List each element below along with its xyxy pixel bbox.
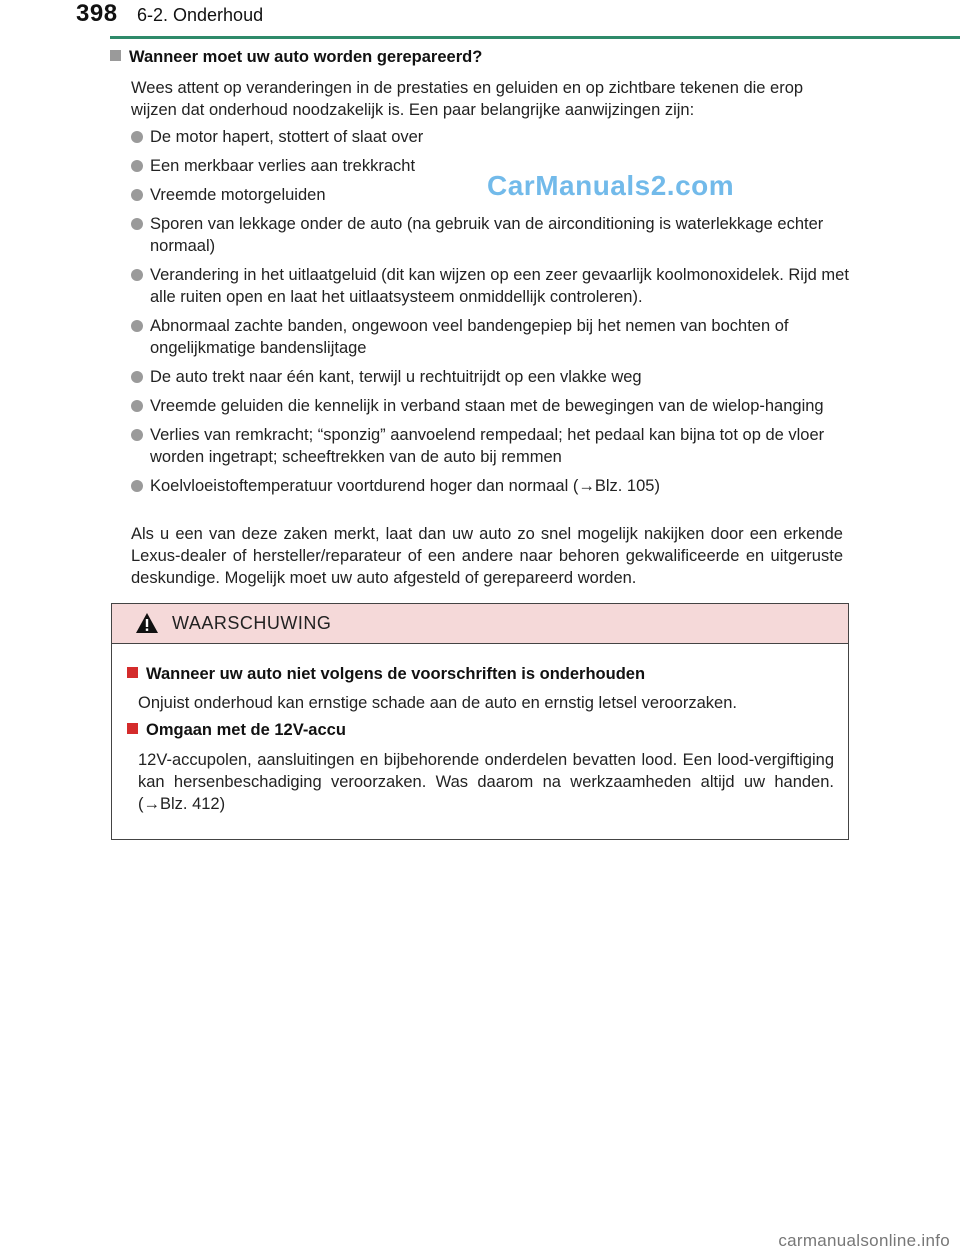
square-bullet-icon — [127, 667, 138, 678]
warning-item-text: Onjuist onderhoud kan ernstige schade aan de auto en ernstig letsel veroorzaken. — [138, 694, 737, 712]
list-item-text: Abnormaal zachte banden, ongewoon veel bandengepiep bij het nemen van bochten of ongelijkmatige bandenslijtage — [150, 317, 789, 357]
list-item-text: Verlies van remkracht; “sponzig” aanvoelend rempedaal; het pedaal kan bijna tot op de vloer worden ingetrapt; scheeftrekken van de auto bij remmen — [150, 426, 825, 466]
bullet-dot-icon — [131, 218, 143, 230]
list-item — [131, 213, 851, 257]
square-bullet-icon — [127, 723, 138, 734]
section-heading — [110, 48, 482, 67]
bullet-dot-icon — [131, 480, 143, 492]
list-item-text: Sporen van lekkage onder de auto (na gebruik van de airconditioning is waterlekkage echter normaal) — [150, 215, 824, 255]
warning-triangle-icon — [135, 612, 159, 634]
section-heading-text: Wanneer moet uw auto worden gerepareerd? — [129, 48, 483, 66]
list-item-text: Vreemde geluiden die kennelijk in verband staan met de bewegingen van de wielop-hanging — [150, 397, 824, 415]
bullet-dot-icon — [131, 189, 143, 201]
list-item-text: Vreemde motorgeluiden — [150, 186, 326, 204]
warning-header — [112, 604, 848, 644]
list-item-text: Verandering in het uitlaatgeluid (dit kan wijzen op een zeer gevaarlijk koolmonoxidelek. Rijd met alle ruiten open en laat het uitlaatsysteem onmiddellijk controleren). — [150, 266, 849, 306]
list-item — [131, 395, 851, 417]
section-title: 6-2. Onderhoud — [137, 5, 264, 25]
header-rule — [110, 36, 960, 39]
page-number: 398 — [76, 0, 118, 27]
footer-logo: carmanualsonline.info — [778, 1231, 950, 1250]
square-bullet-icon — [110, 50, 121, 61]
list-item-text: Een merkbaar verlies aan trekkracht — [150, 157, 416, 175]
list-item — [131, 264, 851, 308]
warning-item-heading — [127, 721, 346, 740]
bullet-dot-icon — [131, 269, 143, 281]
list-item — [131, 315, 851, 359]
bullet-dot-icon — [131, 371, 143, 383]
bullet-dot-icon — [131, 400, 143, 412]
list-item — [131, 126, 851, 148]
intro-paragraph: Wees attent op veranderingen in de prestaties en geluiden en op zichtbare tekenen die erop wijzen dat onderhoud noodzakelijk is. Een paar belangrijke aanwijzingen zijn: — [131, 79, 804, 119]
list-item-text: De motor hapert, stottert of slaat over — [150, 128, 424, 146]
bullet-dot-icon — [131, 320, 143, 332]
bullet-dot-icon — [131, 160, 143, 172]
list-item-text: Koelvloeistoftemperatuur voortdurend hoger dan normaal (→Blz. 105) — [150, 477, 660, 495]
bullet-dot-icon — [131, 429, 143, 441]
list-item-text: De auto trekt naar één kant, terwijl u rechtuitrijdt op een vlakke weg — [150, 368, 642, 386]
warning-item-text: 12V-accupolen, aansluitingen en bijbehorende onderdelen bevatten lood. Een lood-vergiftiging kan hersenbeschadiging veroorzaken. Was daarom na werkzaamheden altijd uw handen. (→Blz. 412) — [138, 751, 834, 813]
watermark-logo: CarManuals2.com — [487, 170, 735, 201]
bullet-dot-icon — [131, 131, 143, 143]
warning-item-heading — [127, 665, 645, 684]
list-item — [131, 424, 851, 468]
warning-box — [111, 603, 849, 840]
list-item — [131, 366, 851, 388]
outro-paragraph: Als u een van deze zaken merkt, laat dan uw auto zo snel mogelijk nakijken door een erkende Lexus-dealer of hersteller/reparateur of een andere naar behoren gekwalificeerde en uitgeruste deskundige. Mogelijk moet uw auto afgesteld of gerepareerd worden. — [131, 525, 843, 587]
warning-title: WAARSCHUWING — [172, 613, 332, 633]
warning-item-heading-text: Wanneer uw auto niet volgens de voorschriften is onderhouden — [146, 665, 646, 683]
list-item — [131, 475, 851, 497]
warning-item-heading-text: Omgaan met de 12V-accu — [146, 721, 346, 739]
